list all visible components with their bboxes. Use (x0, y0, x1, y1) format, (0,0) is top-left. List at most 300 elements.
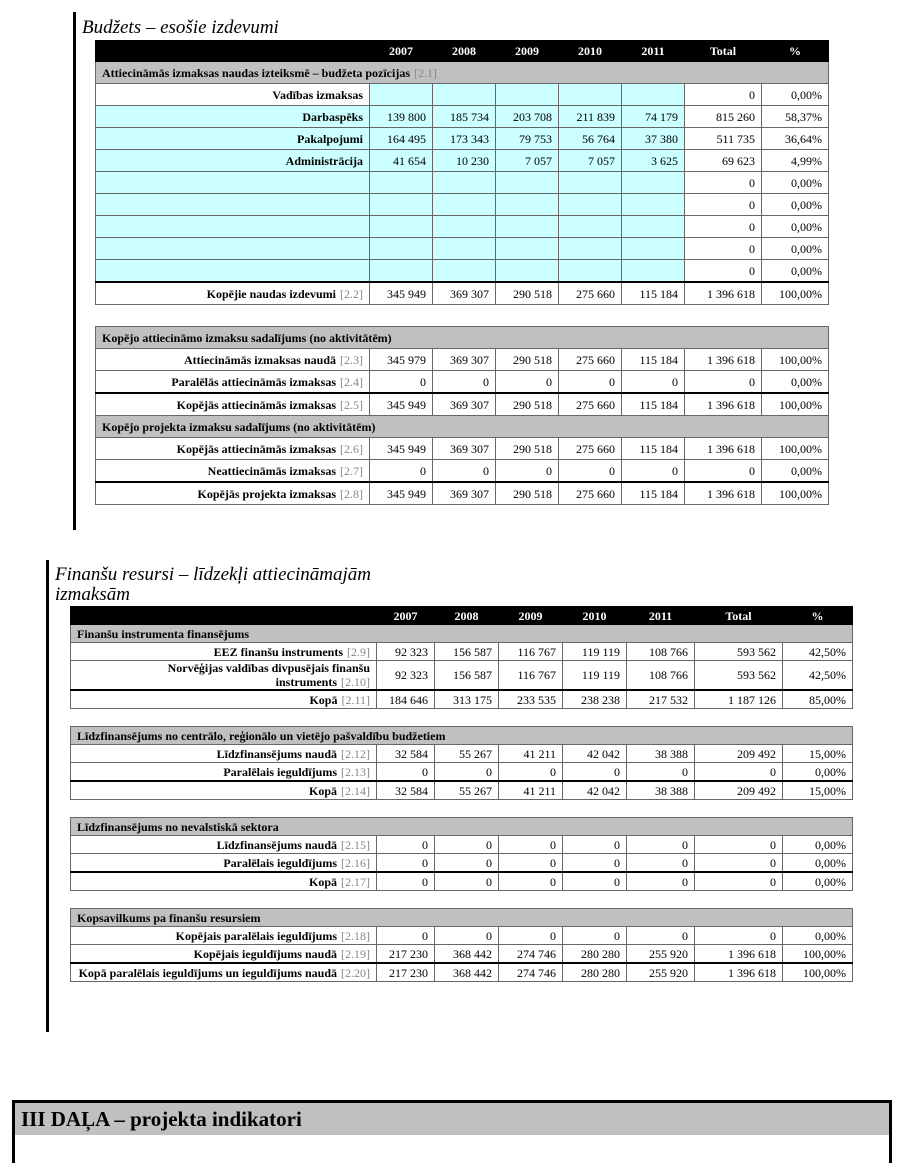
year-value-cell: 0 (499, 872, 563, 891)
row-label-text: Paralēlais ieguldījums (223, 764, 337, 779)
year-value-cell: 275 660 (559, 282, 622, 305)
row-label (71, 781, 377, 800)
year-value-cell: 0 (435, 927, 499, 945)
year-value-cell: 115 184 (622, 393, 685, 416)
year-value-cell: 280 280 (563, 963, 627, 982)
row-label-text: Paralēlās attiecināmās izmaksas (171, 374, 336, 389)
total-cell: 1 396 618 (685, 349, 762, 371)
year-value-cell[interactable] (496, 84, 559, 106)
year-value-cell: 0 (435, 854, 499, 873)
total-row (96, 282, 829, 305)
year-value-cell: 255 920 (627, 963, 695, 982)
year-value-cell[interactable] (622, 194, 685, 216)
row-label (96, 106, 370, 128)
ref-code: [2.9] (347, 644, 370, 659)
year-value-cell[interactable] (622, 260, 685, 283)
total-cell: 69 623 (685, 150, 762, 172)
ref-code: [2.11] (341, 692, 370, 707)
ref-code: [2.1] (414, 65, 437, 80)
row-label-text: Līdzfinansējums naudā (216, 837, 337, 852)
row-label-text: Norvēģijas valdības divpusējais finanšu instruments (167, 661, 370, 689)
year-value-cell: 0 (627, 763, 695, 782)
column-header: Total (695, 607, 783, 625)
year-value-cell[interactable] (496, 260, 559, 283)
percent-cell: 0,00% (762, 460, 829, 483)
year-value-cell: 0 (559, 371, 622, 394)
year-value-cell: 0 (499, 854, 563, 873)
year-value-cell[interactable]: 74 179 (622, 106, 685, 128)
row-label-text: Attiecināmās izmaksas naudā (183, 352, 336, 367)
table-row (96, 438, 829, 460)
year-value-cell: 275 660 (559, 349, 622, 371)
row-label (96, 260, 370, 283)
percent-cell: 15,00% (783, 781, 853, 800)
year-value-cell: 41 211 (499, 781, 563, 800)
year-value-cell[interactable]: 37 380 (622, 128, 685, 150)
year-value-cell[interactable] (370, 194, 433, 216)
row-label (96, 349, 370, 371)
year-value-cell: 32 584 (377, 781, 435, 800)
spacer-cell (71, 800, 853, 818)
year-value-cell[interactable] (496, 238, 559, 260)
year-value-cell[interactable] (559, 216, 622, 238)
ref-code: [2.12] (341, 746, 370, 761)
column-header: % (762, 41, 829, 62)
group-label-text: Līdzfinansējums no nevalstiskā sektora (77, 819, 279, 834)
total-cell: 593 562 (695, 661, 783, 691)
year-value-cell: 0 (496, 460, 559, 483)
column-header: 2010 (563, 607, 627, 625)
group-label (96, 327, 829, 349)
total-cell: 511 735 (685, 128, 762, 150)
year-value-cell: 0 (499, 927, 563, 945)
total-cell: 1 396 618 (685, 282, 762, 305)
year-value-cell: 92 323 (377, 643, 435, 661)
year-value-cell: 115 184 (622, 282, 685, 305)
ref-code: [2.13] (341, 764, 370, 779)
percent-cell: 100,00% (762, 349, 829, 371)
total-cell: 1 396 618 (685, 438, 762, 460)
year-value-cell: 275 660 (559, 393, 622, 416)
year-value-cell: 115 184 (622, 482, 685, 505)
ref-code: [2.3] (340, 352, 363, 367)
row-label (71, 872, 377, 891)
group-label (71, 818, 853, 836)
year-value-cell: 42 042 (563, 781, 627, 800)
year-value-cell: 0 (435, 872, 499, 891)
table-row (96, 150, 829, 172)
year-value-cell[interactable] (370, 216, 433, 238)
row-label-text: Pakalpojumi (296, 131, 363, 146)
year-value-cell: 0 (377, 927, 435, 945)
percent-cell: 0,00% (762, 260, 829, 283)
year-value-cell: 0 (499, 836, 563, 854)
column-header: 2011 (627, 607, 695, 625)
row-label-text: Neattiecināmās izmaksas (207, 463, 336, 478)
section2-title: Finanšu resursi – līdzekļi attiecināmajām izmaksām (55, 564, 371, 605)
ref-code: [2.19] (341, 946, 370, 961)
year-value-cell: 116 767 (499, 661, 563, 691)
percent-cell: 0,00% (762, 216, 829, 238)
column-header: 2009 (496, 41, 559, 62)
row-label-text: Kopējais ieguldījums naudā (193, 946, 337, 961)
row-label (71, 963, 377, 982)
table-row (71, 836, 853, 854)
row-label (71, 661, 377, 691)
year-value-cell: 217 230 (377, 945, 435, 964)
year-value-cell: 0 (499, 763, 563, 782)
row-label (96, 194, 370, 216)
year-value-cell: 290 518 (496, 282, 559, 305)
year-value-cell[interactable]: 164 495 (370, 128, 433, 150)
total-cell: 0 (685, 172, 762, 194)
percent-cell: 100,00% (783, 963, 853, 982)
year-value-cell[interactable] (433, 172, 496, 194)
percent-cell: 4,99% (762, 150, 829, 172)
percent-cell: 42,50% (783, 643, 853, 661)
group-label (71, 727, 853, 745)
total-cell: 0 (685, 260, 762, 283)
year-value-cell: 115 184 (622, 349, 685, 371)
year-value-cell[interactable] (496, 172, 559, 194)
year-value-cell[interactable] (433, 194, 496, 216)
table-row (96, 128, 829, 150)
table-row (71, 643, 853, 661)
year-value-cell: 0 (370, 371, 433, 394)
year-value-cell: 55 267 (435, 781, 499, 800)
year-value-cell: 369 307 (433, 282, 496, 305)
year-value-cell[interactable]: 203 708 (496, 106, 559, 128)
year-value-cell[interactable] (370, 260, 433, 283)
column-header: % (783, 607, 853, 625)
year-value-cell[interactable] (496, 194, 559, 216)
total-cell: 0 (685, 460, 762, 483)
total-cell: 0 (685, 216, 762, 238)
year-value-cell: 0 (496, 371, 559, 394)
year-value-cell: 217 532 (627, 690, 695, 709)
year-value-cell: 369 307 (433, 349, 496, 371)
header-blank (96, 41, 370, 62)
ref-code: [2.18] (341, 928, 370, 943)
row-label (96, 371, 370, 394)
year-value-cell: 345 949 (370, 393, 433, 416)
year-value-cell: 290 518 (496, 482, 559, 505)
table-row (71, 661, 853, 691)
year-value-cell[interactable] (622, 84, 685, 106)
column-header: 2008 (433, 41, 496, 62)
total-row (71, 781, 853, 800)
percent-cell: 0,00% (783, 927, 853, 945)
year-value-cell: 42 042 (563, 745, 627, 763)
ref-code: [2.15] (341, 837, 370, 852)
ref-code: [2.4] (340, 374, 363, 389)
year-value-cell: 0 (377, 836, 435, 854)
year-value-cell: 345 949 (370, 438, 433, 460)
year-value-cell: 368 442 (435, 945, 499, 964)
year-value-cell: 0 (377, 872, 435, 891)
total-cell: 0 (685, 194, 762, 216)
column-header: 2010 (559, 41, 622, 62)
total-cell: 593 562 (695, 643, 783, 661)
row-label-text: Kopā (308, 874, 337, 889)
total-cell: 0 (695, 927, 783, 945)
year-value-cell[interactable]: 7 057 (496, 150, 559, 172)
total-cell: 1 396 618 (685, 482, 762, 505)
year-value-cell[interactable]: 173 343 (433, 128, 496, 150)
year-value-cell: 0 (377, 763, 435, 782)
row-label-text: Kopā (308, 783, 337, 798)
row-label-text: Kopā (309, 692, 338, 707)
table-row (71, 745, 853, 763)
row-label-text: Kopējās attiecināmās izmaksas (176, 441, 336, 456)
year-value-cell: 0 (622, 371, 685, 394)
row-label (96, 150, 370, 172)
spacer-cell (71, 709, 853, 727)
year-value-cell[interactable] (622, 238, 685, 260)
year-value-cell[interactable]: 79 753 (496, 128, 559, 150)
section1-title: Budžets – esošie izdevumi (82, 17, 279, 38)
row-label-text: Kopējais paralēlais ieguldījums (175, 928, 337, 943)
year-value-cell: 0 (370, 460, 433, 483)
percent-cell: 100,00% (762, 438, 829, 460)
percent-cell: 0,00% (762, 238, 829, 260)
row-label (96, 84, 370, 106)
group-label-text: Finanšu instrumenta finansējums (77, 626, 250, 641)
percent-cell: 100,00% (762, 393, 829, 416)
row-label (96, 482, 370, 505)
year-value-cell: 0 (622, 460, 685, 483)
row-label-text: EEZ finanšu instruments (213, 644, 343, 659)
row-label (71, 643, 377, 661)
year-value-cell[interactable]: 41 654 (370, 150, 433, 172)
row-label-text: Paralēlais ieguldījums (223, 855, 337, 870)
percent-cell: 0,00% (762, 371, 829, 394)
percent-cell: 0,00% (762, 84, 829, 106)
percent-cell: 58,37% (762, 106, 829, 128)
year-value-cell[interactable] (370, 238, 433, 260)
year-value-cell: 38 388 (627, 781, 695, 800)
year-value-cell: 0 (435, 836, 499, 854)
year-value-cell[interactable] (622, 216, 685, 238)
ref-code: [2.10] (341, 675, 370, 689)
year-value-cell: 369 307 (433, 482, 496, 505)
year-value-cell: 275 660 (559, 438, 622, 460)
row-label (96, 282, 370, 305)
year-value-cell: 274 746 (499, 963, 563, 982)
group-header-row (71, 818, 853, 836)
year-value-cell: 290 518 (496, 393, 559, 416)
percent-cell: 36,64% (762, 128, 829, 150)
total-row (96, 482, 829, 505)
spacer-row (71, 891, 853, 909)
table-row (71, 945, 853, 964)
total-cell: 0 (685, 371, 762, 394)
year-value-cell: 369 307 (433, 438, 496, 460)
table-row (96, 238, 829, 260)
year-value-cell[interactable] (559, 260, 622, 283)
group-label-text: Kopsavilkums pa finanšu resursiem (77, 910, 261, 925)
year-value-cell: 274 746 (499, 945, 563, 964)
percent-cell: 100,00% (762, 282, 829, 305)
row-label (96, 172, 370, 194)
row-label-text: Administrācija (285, 153, 363, 168)
ref-code: [2.2] (340, 286, 363, 301)
group-label (96, 62, 829, 84)
year-value-cell[interactable] (559, 238, 622, 260)
group-header-row (96, 327, 829, 349)
table-row (96, 216, 829, 238)
year-value-cell[interactable] (622, 172, 685, 194)
spacer-row (96, 305, 829, 327)
ref-code: [2.20] (341, 965, 370, 980)
ref-code: [2.5] (340, 397, 363, 412)
year-value-cell[interactable] (370, 172, 433, 194)
year-value-cell: 0 (627, 927, 695, 945)
ref-code: [2.17] (341, 874, 370, 889)
financing-table (70, 606, 853, 982)
table-row (96, 260, 829, 283)
year-value-cell[interactable] (496, 216, 559, 238)
row-label (71, 745, 377, 763)
budget-table (95, 40, 829, 505)
row-label (71, 945, 377, 964)
total-row (71, 872, 853, 891)
total-cell: 0 (695, 872, 783, 891)
year-value-cell: 0 (627, 836, 695, 854)
group-header-row (96, 62, 829, 84)
row-label (71, 690, 377, 709)
year-value-cell: 275 660 (559, 482, 622, 505)
year-value-cell: 0 (627, 854, 695, 873)
year-value-cell[interactable] (433, 84, 496, 106)
year-value-cell: 184 646 (377, 690, 435, 709)
header-blank (71, 607, 377, 625)
total-cell: 0 (685, 84, 762, 106)
section2-margin-bar (46, 560, 49, 1032)
table-row (71, 927, 853, 945)
year-value-cell: 0 (627, 872, 695, 891)
row-label-text: Darbaspēks (302, 109, 363, 124)
year-value-cell[interactable]: 185 734 (433, 106, 496, 128)
row-label (71, 927, 377, 945)
year-value-cell: 0 (433, 371, 496, 394)
spacer-cell (71, 891, 853, 909)
year-value-cell[interactable]: 3 625 (622, 150, 685, 172)
percent-cell: 0,00% (762, 194, 829, 216)
year-value-cell: 345 979 (370, 349, 433, 371)
row-label (71, 854, 377, 873)
row-label-text: Kopējās attiecināmās izmaksas (176, 397, 336, 412)
row-label (71, 763, 377, 782)
year-value-cell: 0 (563, 763, 627, 782)
year-value-cell: 108 766 (627, 661, 695, 691)
table-row (96, 84, 829, 106)
group-label-text: Kopējo projekta izmaksu sadalījums (no aktivitātēm) (102, 419, 376, 434)
year-value-cell: 290 518 (496, 438, 559, 460)
table-row (96, 349, 829, 371)
total-row (71, 690, 853, 709)
year-value-cell[interactable] (559, 194, 622, 216)
row-label (96, 216, 370, 238)
total-cell: 0 (695, 854, 783, 873)
spacer-cell (96, 305, 829, 327)
year-value-cell[interactable] (433, 238, 496, 260)
row-label (96, 438, 370, 460)
year-value-cell: 0 (563, 836, 627, 854)
year-value-cell[interactable]: 139 800 (370, 106, 433, 128)
year-value-cell[interactable] (433, 260, 496, 283)
year-value-cell[interactable]: 56 764 (559, 128, 622, 150)
group-label-text: Kopējo attiecināmo izmaksu sadalījums (no aktivitātēm) (102, 330, 392, 345)
year-value-cell: 0 (563, 854, 627, 873)
percent-cell: 0,00% (783, 872, 853, 891)
ref-code: [2.6] (340, 441, 363, 456)
group-header-row (71, 625, 853, 643)
table-row (71, 763, 853, 782)
year-value-cell[interactable] (559, 84, 622, 106)
year-value-cell: 41 211 (499, 745, 563, 763)
column-header: 2007 (370, 41, 433, 62)
percent-cell: 0,00% (762, 172, 829, 194)
column-header: 2007 (377, 607, 435, 625)
row-label-text: Kopējie naudas izdevumi (206, 286, 336, 301)
spacer-row (71, 800, 853, 818)
total-row (71, 963, 853, 982)
table-row (71, 854, 853, 873)
year-value-cell: 119 119 (563, 661, 627, 691)
row-label (96, 238, 370, 260)
percent-cell: 15,00% (783, 745, 853, 763)
year-value-cell: 280 280 (563, 945, 627, 964)
year-value-cell[interactable]: 10 230 (433, 150, 496, 172)
table-row (96, 194, 829, 216)
year-value-cell[interactable] (433, 216, 496, 238)
group-label-text: Līdzfinansējums no centrālo, reģionālo un vietējo pašvaldību budžetiem (77, 728, 446, 743)
year-value-cell: 119 119 (563, 643, 627, 661)
percent-cell: 42,50% (783, 661, 853, 691)
year-value-cell: 313 175 (435, 690, 499, 709)
group-label (71, 909, 853, 927)
percent-cell: 100,00% (783, 945, 853, 964)
year-value-cell[interactable] (370, 84, 433, 106)
total-cell: 1 396 618 (695, 963, 783, 982)
row-label-text: Kopējās projekta izmaksas (197, 486, 336, 501)
year-value-cell: 0 (377, 854, 435, 873)
total-row (96, 393, 829, 416)
group-label (71, 625, 853, 643)
part3-title: III DAĻA – projekta indikatori (15, 1103, 889, 1135)
ref-code: [2.16] (341, 855, 370, 870)
year-value-cell: 55 267 (435, 745, 499, 763)
section1-margin-bar (73, 12, 76, 530)
year-value-cell: 0 (563, 872, 627, 891)
year-value-cell[interactable] (559, 172, 622, 194)
percent-cell: 85,00% (783, 690, 853, 709)
ref-code: [2.7] (340, 463, 363, 478)
ref-code: [2.8] (340, 486, 363, 501)
row-label-text: Vadības izmaksas (272, 87, 363, 102)
ref-code: [2.14] (341, 783, 370, 798)
year-value-cell: 116 767 (499, 643, 563, 661)
table-row (96, 371, 829, 394)
year-value-cell: 0 (563, 927, 627, 945)
group-header-row (71, 909, 853, 927)
year-value-cell[interactable]: 7 057 (559, 150, 622, 172)
year-value-cell: 369 307 (433, 393, 496, 416)
year-value-cell[interactable]: 211 839 (559, 106, 622, 128)
group-header-row (96, 416, 829, 438)
column-header: 2008 (435, 607, 499, 625)
